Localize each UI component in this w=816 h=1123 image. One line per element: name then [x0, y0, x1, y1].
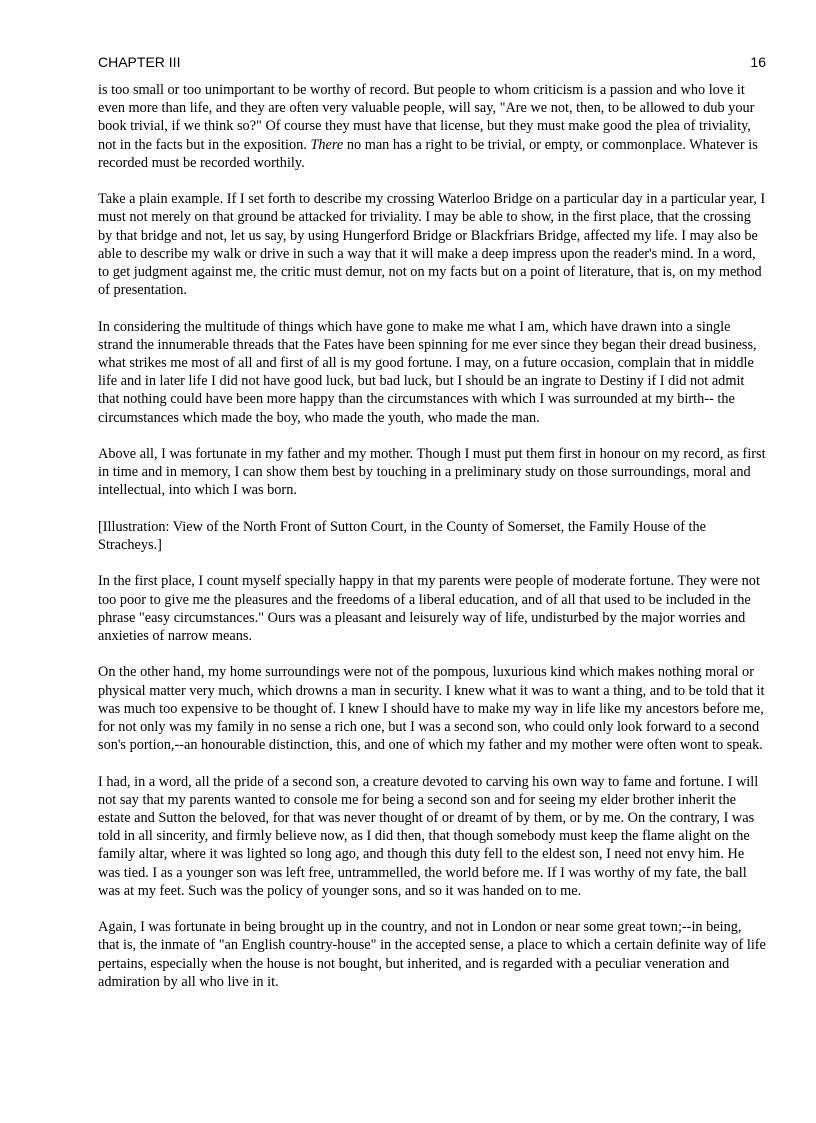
page-body	[98, 81, 766, 1009]
emphasized-word: There	[310, 136, 344, 153]
paragraph: Again, I was fortunate in being brought up in the country, and not in London or near some great town;--in being, that is, the inmate of "an English country-house" in the accepted sense, a place to which a certain definite way of life pertains, especially when the house is not bought, but inherited, and is regarded with a peculiar veneration and admiration by all who live in it.	[98, 919, 766, 990]
page-number: 16	[750, 54, 766, 70]
paragraph: Above all, I was fortunate in my father and my mother. Though I must put them first in honour on my record, as first in time and in memory, I can show them best by touching in a preliminary study on those surroundings, moral and intellectual, into which I was born.	[98, 446, 766, 499]
paragraph: In considering the multitude of things which have gone to make me what I am, which have drawn into a single strand the innumerable threads that the Fates have been spinning for me ever since they began their dread business, what strikes me most of all and first of all is my good fortune. I may, on a future occasion, complain that in middle life and in later life I did not have good luck, but bad luck, but I should be an ingrate to Destiny if I did not admit that nothing could have been more happy than the circumstances with which I was surrounded at my birth-- the circumstances which made the boy, who made the youth, who made the man.	[98, 318, 757, 426]
paragraph: is too small or too unimportant to be worthy of record. But people to whom criticism is a passion and who love it even more than life, and they are often very valuable people, will say, "Are we not, then, to be allowed to dub your book trivial, if we think so?" Of course they must have that license, but they must make good the plea of triviality, not in the facts but in the exposition. There no man has a right to be trivial, or empty, or commonplace. Whatever is recorded must be recorded worthily.	[98, 82, 758, 171]
paragraph: I had, in a word, all the pride of a second son, a creature devoted to carving his own way to fame and fortune. I will not say that my parents wanted to console me for being a second son and for seeing my elder brother inherit the estate and Sutton the beloved, for that was never thought of or dreamt of by them, or by me. On the contrary, I was told in all sincerity, and firmly believe now, as I did then, that though somebody must keep the flame alight on the family altar, where it was lighted so long ago, and though this duty fell to the eldest son, I need not envy him. He was tied. I as a younger son was left free, untrammelled, the world before me. If I was worthy of my fate, the ball was at my feet. Such was the policy of younger sons, and so it was handed on to me.	[98, 773, 759, 899]
paragraph: In the first place, I count myself specially happy in that my parents were people of moderate fortune. They were not too poor to give me the pleasures and the freedoms of a liberal education, and of all that used to be included in the phrase "easy circumstances." Ours was a pleasant and leisurely way of life, undisturbed by the major worries and anxieties of narrow means.	[98, 573, 760, 645]
page-header	[98, 54, 766, 72]
paragraph: On the other hand, my home surroundings were not of the pompous, luxurious kind which makes nothing moral or physical matter very much, which drowns a man in security. I knew what it was to want a thing, and to be told that it was much too expensive to be thought of. I knew I should have to make my way in life like my ancestors before me, for not only was my family in no sense a rich one, but I was a second son, who could only look forward to a second son's portion,--an honourable distinction, this, and one of which my father and my mother were often wont to speak.	[98, 664, 765, 754]
illustration-caption: [Illustration: View of the North Front of Sutton Court, in the County of Somerset, the Family House of the Stracheys.]	[98, 518, 707, 554]
paragraph: Take a plain example. If I set forth to describe my crossing Waterloo Bridge on a particular day in a particular year, I must not merely on that ground be attacked for triviality. I may be able to show, in the first place, that the crossing by that bridge and not, let us say, by using Hungerford Bridge or Blackfriars Bridge, affected my life. I may also be able to describe my walk or drive in such a way that it will make a deep impress upon the reader's mind. In a word, to get judgment against me, the critic must demur, not on my facts but on a point of literature, that is, on my method of presentation.	[98, 191, 766, 299]
chapter-title: CHAPTER III	[98, 54, 181, 70]
